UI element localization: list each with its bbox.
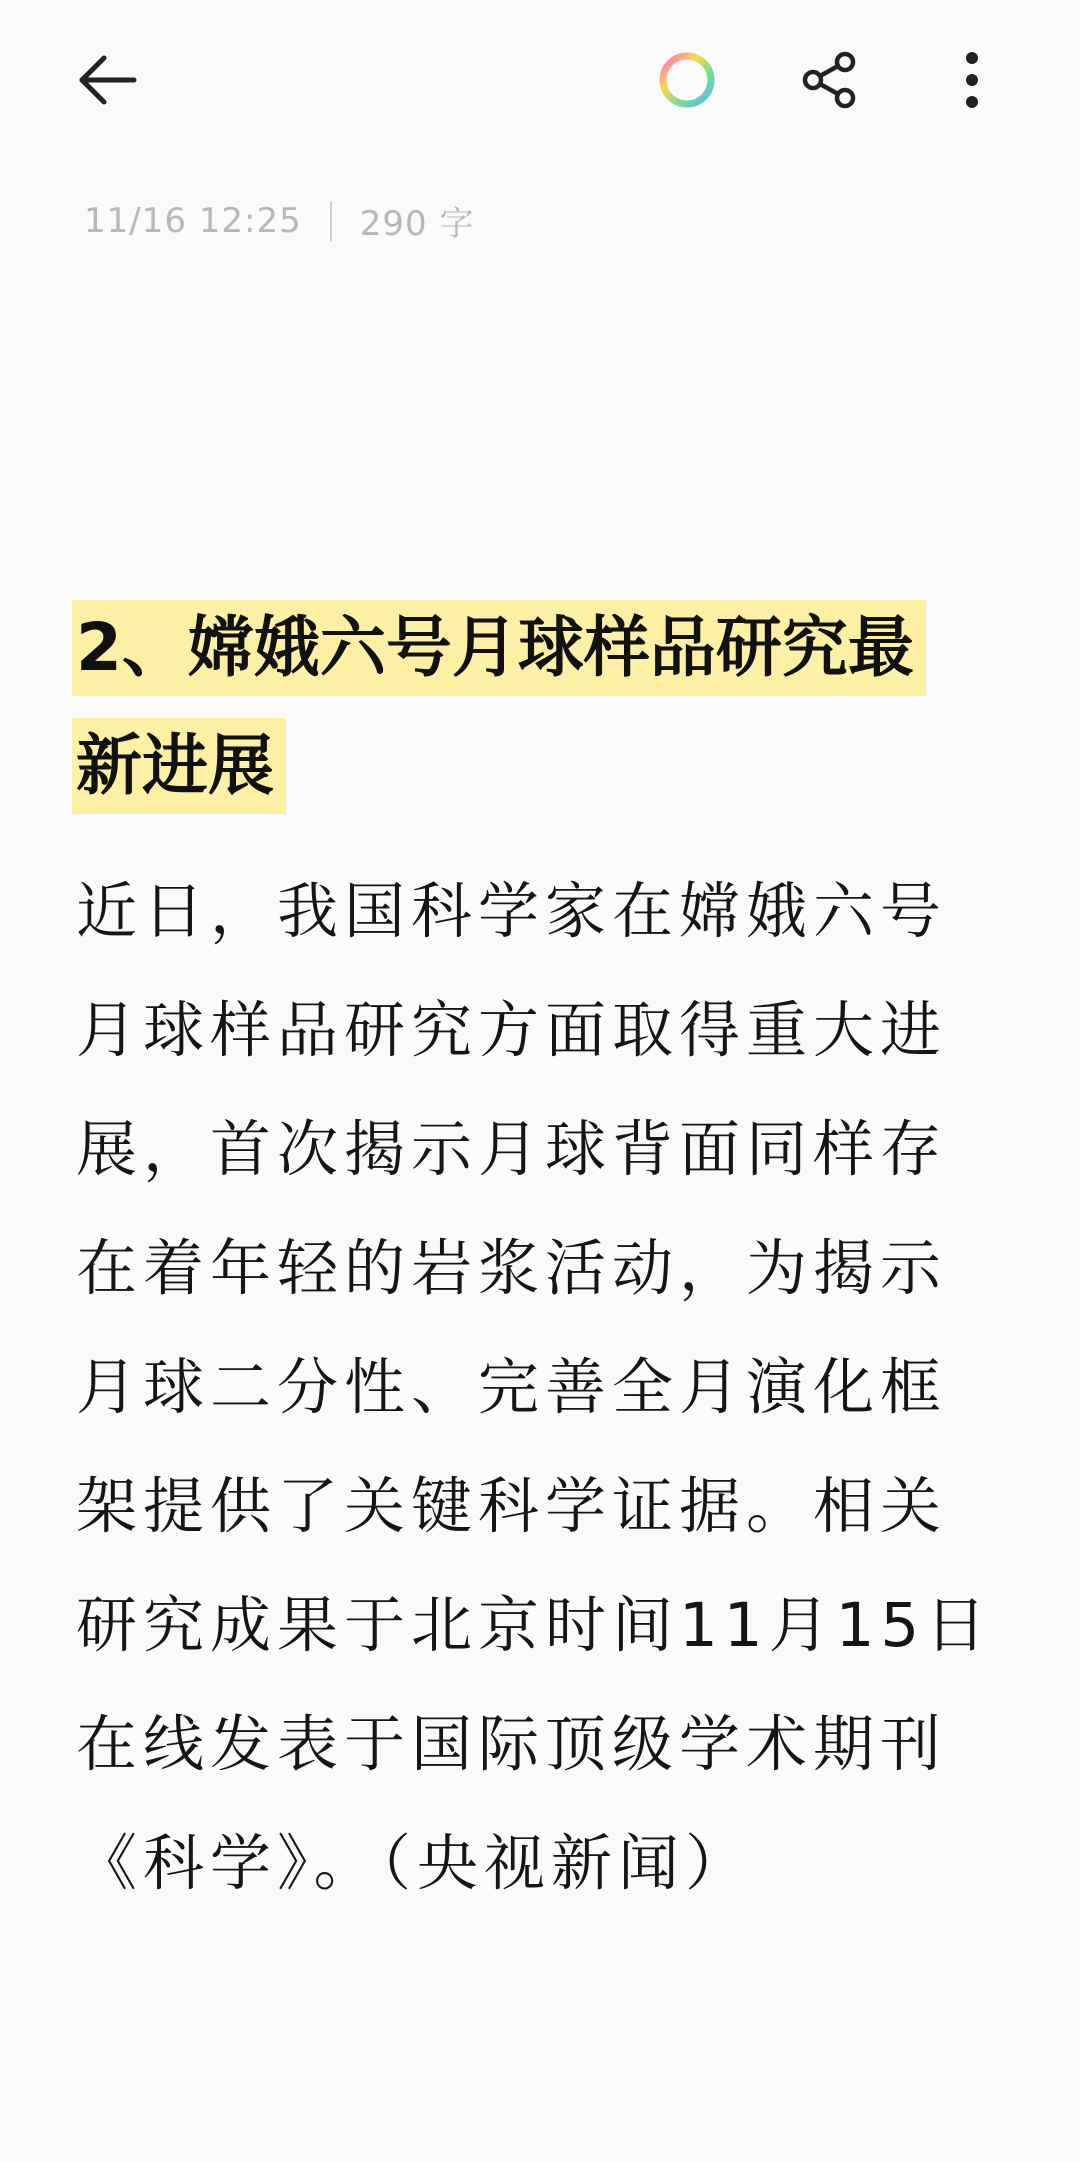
note-word-count: 290 字 — [359, 204, 475, 244]
body-line: 《科学》。（央视新闻） — [76, 1828, 753, 1899]
color-theme-button[interactable] — [647, 40, 727, 120]
note-body[interactable] — [76, 852, 1016, 1923]
body-line: 近日，我国科学家在嫦娥六号 — [76, 876, 948, 947]
top-toolbar — [0, 0, 1080, 160]
body-line: 在线发表于国际顶级学术期刊 — [76, 1709, 948, 1780]
body-line: 在着年轻的岩浆活动，为揭示 — [76, 1233, 948, 1304]
back-button[interactable] — [67, 40, 147, 120]
body-line: 展，首次揭示月球背面同样存 — [76, 1114, 948, 1185]
arrow-left-icon — [72, 45, 142, 115]
title-line: 新进展 — [72, 718, 286, 814]
body-line: 月球二分性、完善全月演化框 — [76, 1352, 948, 1423]
note-datetime: 11/16 12:25 — [84, 200, 302, 241]
meta-divider — [330, 201, 332, 241]
body-line: 架提供了关键科学证据。相关 — [76, 1471, 948, 1542]
more-vertical-icon — [952, 48, 992, 112]
share-icon — [798, 48, 862, 112]
body-line: 月球样品研究方面取得重大进 — [76, 995, 948, 1066]
title-line: 2、嫦娥六号月球样品研究最 — [72, 600, 926, 696]
more-options-button[interactable] — [932, 40, 1012, 120]
body-line: 研究成果于北京时间11月15日 — [76, 1590, 993, 1661]
note-meta — [84, 196, 474, 245]
share-button[interactable] — [790, 40, 870, 120]
note-title[interactable] — [72, 600, 992, 836]
color-ring-icon — [656, 49, 718, 111]
